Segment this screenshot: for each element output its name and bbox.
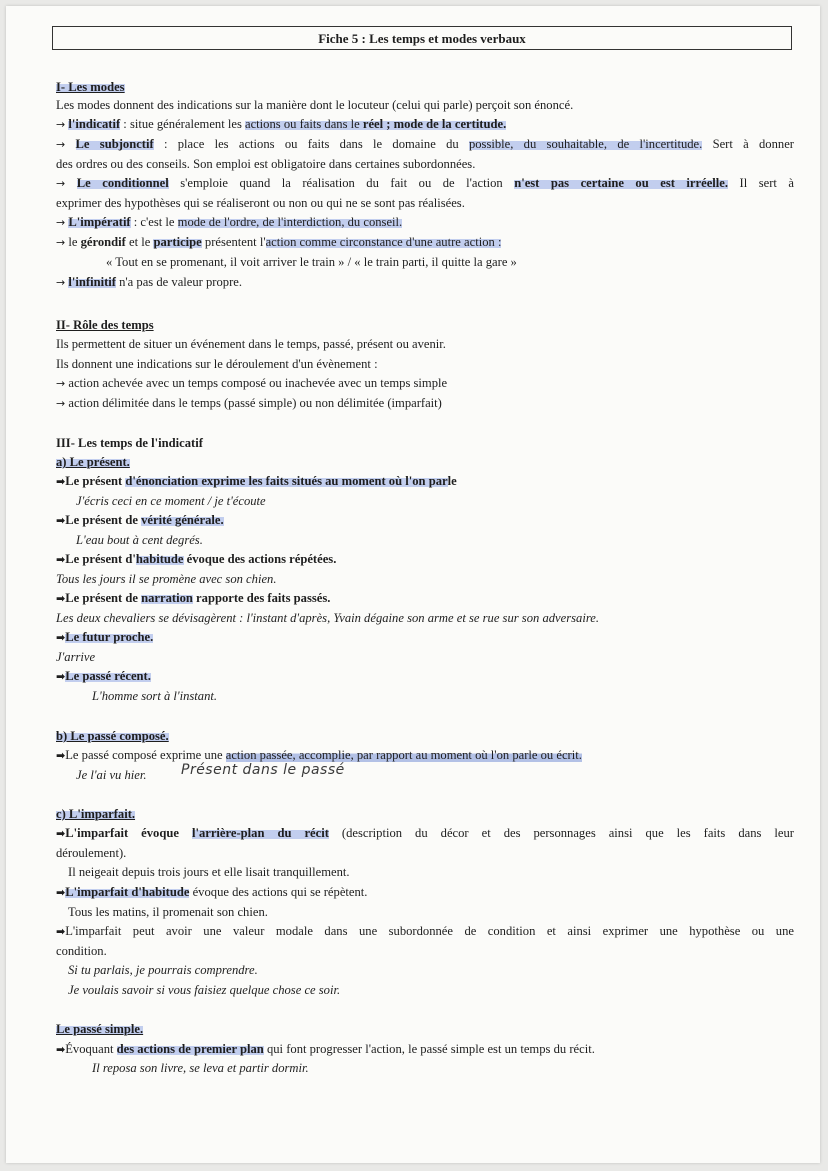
temps-role-1: Ils permettent de situer un événement dans le temps, passé, présent ou avenir. (56, 337, 446, 351)
section-3-heading: III- Les temps de l'indicatif (56, 436, 203, 450)
present-narration-example: Les deux chevaliers se dévisagèrent : l'instant d'après, Yvain dégaine son arme et se rue sur son adversaire. (56, 611, 599, 625)
present-verite: ➡Le présent de vérité générale. (56, 513, 224, 527)
section-1-heading: I- Les modes (56, 80, 125, 94)
present-habitude: ➡Le présent d'habitude évoque des actions répétées. (56, 552, 337, 566)
present-narration: ➡Le présent de narration rapporte des faits passés. (56, 591, 331, 605)
mode-conditionnel: → Le conditionnel s'emploie quand la réalisation du fait ou de l'action n'est pas certaine ou est irréelle. Il sert à (56, 176, 795, 190)
imparfait-modal-example-1: Si tu parlais, je pourrais comprendre. (68, 963, 258, 977)
imparfait-habitude: ➡L'imparfait d'habitude évoque des actions qui se répètent. (56, 885, 368, 899)
mode-imperatif: → L'impératif : c'est le mode de l'ordre, de l'interdiction, du conseil. (56, 215, 403, 229)
page-title: Fiche 5 : Les temps et modes verbaux (52, 26, 792, 50)
present-enonciation-example: J'écris ceci en ce moment / je t'écoute (76, 494, 266, 508)
passe-compose-heading: b) Le passé composé. (56, 729, 169, 743)
temps-role-4: → action délimitée dans le temps (passé simple) ou non délimitée (imparfait) (56, 396, 442, 410)
present-enonciation: ➡Le présent d'énonciation exprime les faits situés au moment où l'on parle (56, 474, 457, 488)
futur-proche: ➡Le futur proche. (56, 630, 154, 644)
present-habitude-example: Tous les jours il se promène avec son chien. (56, 572, 277, 586)
mode-infinitif: → l'infinitif n'a pas de valeur propre. (56, 275, 243, 289)
present-verite-example: L'eau bout à cent degrés. (76, 533, 203, 547)
passe-compose-def: ➡Le passé composé exprime une action passée, accomplie, par rapport au moment où l'on parle ou écrit. (56, 748, 582, 762)
imparfait-arriere-plan: ➡L'imparfait évoque l'arrière-plan du récit (description du décor et des personnages ainsi que les faits dans leur (56, 826, 794, 840)
imparfait-modal: ➡L'imparfait peut avoir une valeur modale dans une subordonnée de condition et ainsi exprimer une hypothèse ou une (56, 924, 794, 938)
passe-recent: ➡Le passé récent. (56, 669, 151, 683)
mode-indicatif: → l'indicatif : situe généralement les actions ou faits dans le réel ; mode de la certitude. (56, 117, 507, 131)
mode-gerondif-participe: → le gérondif et le participe présentent l'action comme circonstance d'une autre action : (56, 235, 502, 249)
imparfait-modal-cont: condition. (56, 944, 107, 958)
passe-simple-heading: Le passé simple. (56, 1022, 144, 1036)
imparfait-arriere-plan-example: Il neigeait depuis trois jours et elle lisait tranquillement. (68, 865, 350, 879)
present-heading: a) Le présent. (56, 455, 130, 469)
futur-proche-example: J'arrive (56, 650, 96, 664)
passe-simple-example: Il reposa son livre, se leva et partir dormir. (92, 1061, 309, 1075)
imparfait-heading: c) L'imparfait. (56, 807, 136, 821)
handwritten-note: Présent dans le passé (181, 762, 345, 778)
passe-simple-def: ➡Évoquant des actions de premier plan qui font progresser l'action, le passé simple est un temps du récit. (56, 1042, 595, 1056)
passe-compose-example: Je l'ai vu hier. (76, 768, 147, 782)
mode-subjonctif-cont: des ordres ou des conseils. Son emploi est obligatoire dans certaines subordonnées. (56, 157, 476, 171)
temps-role-3: → action achevée avec un temps composé ou inachevée avec un temps simple (56, 376, 448, 390)
imparfait-arriere-plan-cont: déroulement). (56, 846, 127, 860)
imparfait-habitude-example: Tous les matins, il promenait son chien. (68, 905, 268, 919)
document-page (6, 6, 820, 1163)
mode-subjonctif: → Le subjonctif : place les actions ou faits dans le domaine du possible, du souhaitable, de l'incertitude. Sert à donner (56, 137, 794, 151)
modes-intro: Les modes donnent des indications sur la manière dont le locuteur (celui qui parle) perçoit son énoncé. (56, 98, 574, 112)
temps-role-2: Ils donnent une indications sur le déroulement d'un évènement : (56, 357, 378, 371)
passe-recent-example: L'homme sort à l'instant. (92, 689, 218, 703)
imparfait-modal-example-2: Je voulais savoir si vous faisiez quelque chose ce soir. (68, 983, 341, 997)
section-2-heading: II- Rôle des temps (56, 318, 154, 332)
gerondif-example: « Tout en se promenant, il voit arriver le train » / « le train parti, il quitte la gare » (106, 255, 517, 269)
mode-conditionnel-cont: exprimer des hypothèses qui se réaliseront ou non ou qui ne se sont pas réalisées. (56, 196, 465, 210)
